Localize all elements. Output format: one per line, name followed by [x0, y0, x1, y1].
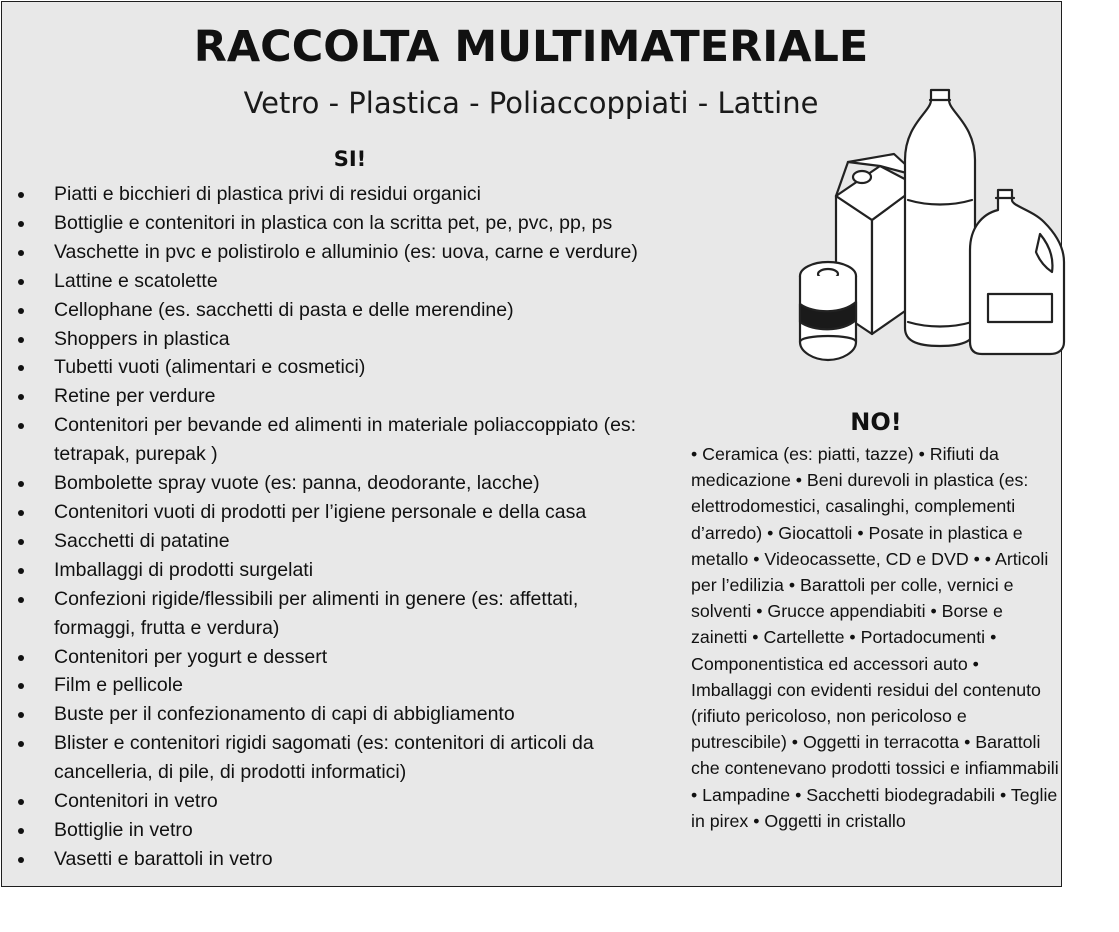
list-item: Cellophane (es. sacchetti di pasta e delle merendine) [0, 296, 654, 325]
list-item: Shoppers in plastica [0, 325, 654, 354]
yes-heading: SI! [333, 147, 367, 171]
detergent-jug-icon [970, 190, 1064, 354]
list-item: Tubetti vuoti (alimentari e cosmetici) [0, 353, 654, 382]
list-item: Contenitori vuoti di prodotti per l’igiene personale e della casa [0, 498, 654, 527]
no-items-text: • Ceramica (es: piatti, tazze) • Rifiuti da medicazione • Beni durevoli in plastica (es: elettrodomestici, casalinghi, complementi d’arredo) • Giocattoli • Posate in plastica e metallo • Videocassette, CD e DVD • • Articoli per l’edilizia • Barattoli per colle, vernici e solventi • Grucce appendiabiti • Borse e zainetti • Cartellette • Portadocumenti • Componentistica ed accessori auto • Imballaggi con evidenti residui del contenuto (rifiuto pericoloso, non pericoloso e putrescibile) • Oggetti in terracotta • Barattoli che contenevano prodotti tossici e infiammabili • Lampadine • Sacchetti biodegradabili • Teglie in pirex • Oggetti in cristallo [691, 444, 1059, 831]
list-item: Piatti e bicchieri di plastica privi di residui organici [0, 180, 654, 209]
list-item: Contenitori per yogurt e dessert [0, 643, 654, 672]
page-subtitle: Vetro - Plastica - Poliaccoppiati - Lattine [243, 86, 819, 120]
list-item: Contenitori in vetro [0, 787, 654, 816]
yes-list [0, 180, 654, 874]
list-item: Film e pellicole [0, 671, 654, 700]
plastic-bottle-icon [905, 90, 975, 346]
list-item: Blister e contenitori rigidi sagomati (es: contenitori di articoli da cancelleria, di pile, di prodotti informatici) [0, 729, 654, 787]
no-heading: NO! [850, 408, 902, 436]
page-title: RACCOLTA MULTIMATERIALE [193, 22, 869, 72]
list-item: Bombolette spray vuote (es: panna, deodorante, lacche) [0, 469, 654, 498]
list-item: Retine per verdure [0, 382, 654, 411]
list-item: Bottiglie in vetro [0, 816, 654, 845]
list-item: Bottiglie e contenitori in plastica con la scritta pet, pe, pvc, pp, ps [0, 209, 654, 238]
can-icon [800, 262, 856, 360]
list-item: Confezioni rigide/flessibili per alimenti in genere (es: affettati, formaggi, frutta e verdura) [0, 585, 654, 643]
list-item: Imballaggi di prodotti surgelati [0, 556, 654, 585]
list-item: Buste per il confezionamento di capi di abbigliamento [0, 700, 654, 729]
list-item: Vaschette in pvc e polistirolo e alluminio (es: uova, carne e verdure) [0, 238, 654, 267]
list-item: Sacchetti di patatine [0, 527, 654, 556]
recycling-illustration [790, 82, 1090, 372]
list-item: Lattine e scatolette [0, 267, 654, 296]
list-item: Vasetti e barattoli in vetro [0, 845, 654, 874]
list-item: Contenitori per bevande ed alimenti in materiale poliaccoppiato (es: tetrapak, purepak ) [0, 411, 654, 469]
